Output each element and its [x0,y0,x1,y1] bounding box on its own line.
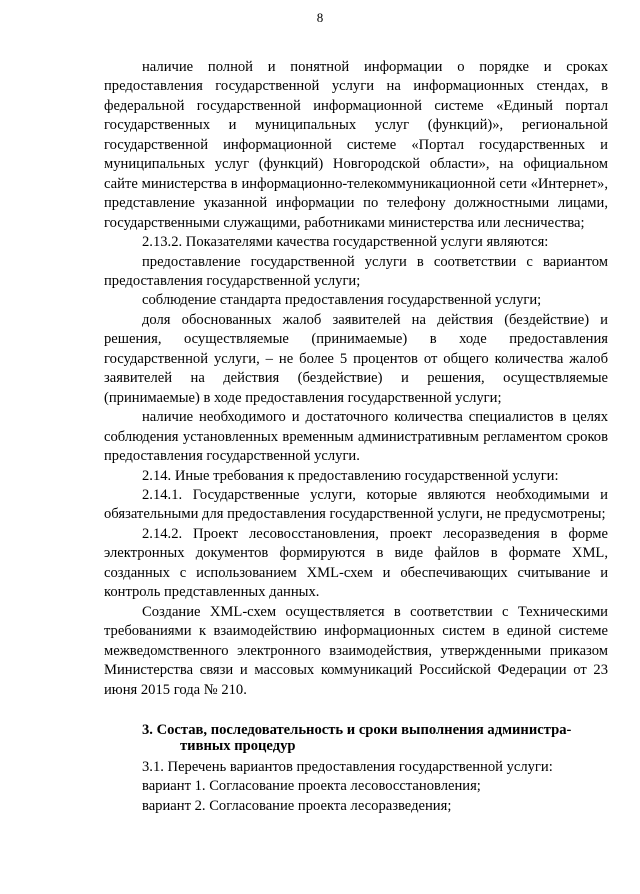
section-3-heading [104,722,608,754]
paragraph-variants-list: 3.1. Перечень вариантов предоставления государственной услуги: [142,758,553,775]
paragraph-quality-indicators: 2.13.2. Показателями качества государственной услуги являются: [142,234,549,251]
paragraph-complaints-share: доля обоснованных жалоб заявителей на действия (бездействие) и решения, осуществляемые (принимаемые) в ходе предоставления государственной услуги, – не более 5 процентов от общего количества жалоб заявителей на действия (бездействие) и решения, осуществляемые (принимаемые) в ходе предоставления государственной услуги; [104,311,608,406]
paragraph-required-services: 2.14.1. Государственные услуги, которые являются необходимыми и обязательными для предоставления государственной услуги, не предусмотрены; [104,486,608,523]
variant-2: вариант 2. Согласование проекта лесоразведения; [142,797,452,814]
paragraph-specialists: наличие необходимого и достаточного количества специалистов в целях соблюдения установленных временным административным регламентом сроков предоставления государственной услуги. [104,409,608,465]
paragraph-info-availability: наличие полной и понятной информации о порядке и сроках предоставления государственной услуги на информационных стендах, в федеральной государственной информационной системе «Единый портал государственных и муниципальных услуг (функций)», региональной государственной информационной системе «Портал государственных и муниципальных услуг (функций) Новгородской области», на официальном сайте министерства в информационно-телекоммуникационной сети «Интернет», представление указанной информации по телефону должностными лицами, государственными служащими, работниками министерства или лесничества; [104,59,608,231]
paragraph-variant-compliance: предоставление государственной услуги в соответствии с вариантом предоставления государственной услуги; [104,253,608,289]
paragraph-other-requirements: 2.14. Иные требования к предоставлению государственной услуги: [142,467,559,484]
paragraph-standard-compliance: соблюдение стандарта предоставления государственной услуги; [142,292,542,309]
section-3-heading-line1: 3. Состав, последовательность и сроки выполнения администра- [142,721,572,738]
variant-1: вариант 1. Согласование проекта лесовосстановления; [142,778,481,795]
section-3-heading-line2: тивных процедур [180,737,296,754]
document-body [104,58,608,816]
page-number: 8 [316,10,324,25]
paragraph-xml-format: 2.14.2. Проект лесовосстановления, проект лесоразведения в форме электронных документов формируются в виде файлов в формате XML, созданных с использованием XML-схем и обеспечивающих считывание и контроль представленных данных. [104,525,608,601]
paragraph-xml-schemas: Создание XML-схем осуществляется в соответствии с Техническими требованиями к взаимодействию информационных систем в единой системе межведомственного электронного взаимодействия, утвержденными приказом Министерства связи и массовых коммуникаций Российской Федерации от 23 июня 2015 года № 210. [104,603,608,698]
